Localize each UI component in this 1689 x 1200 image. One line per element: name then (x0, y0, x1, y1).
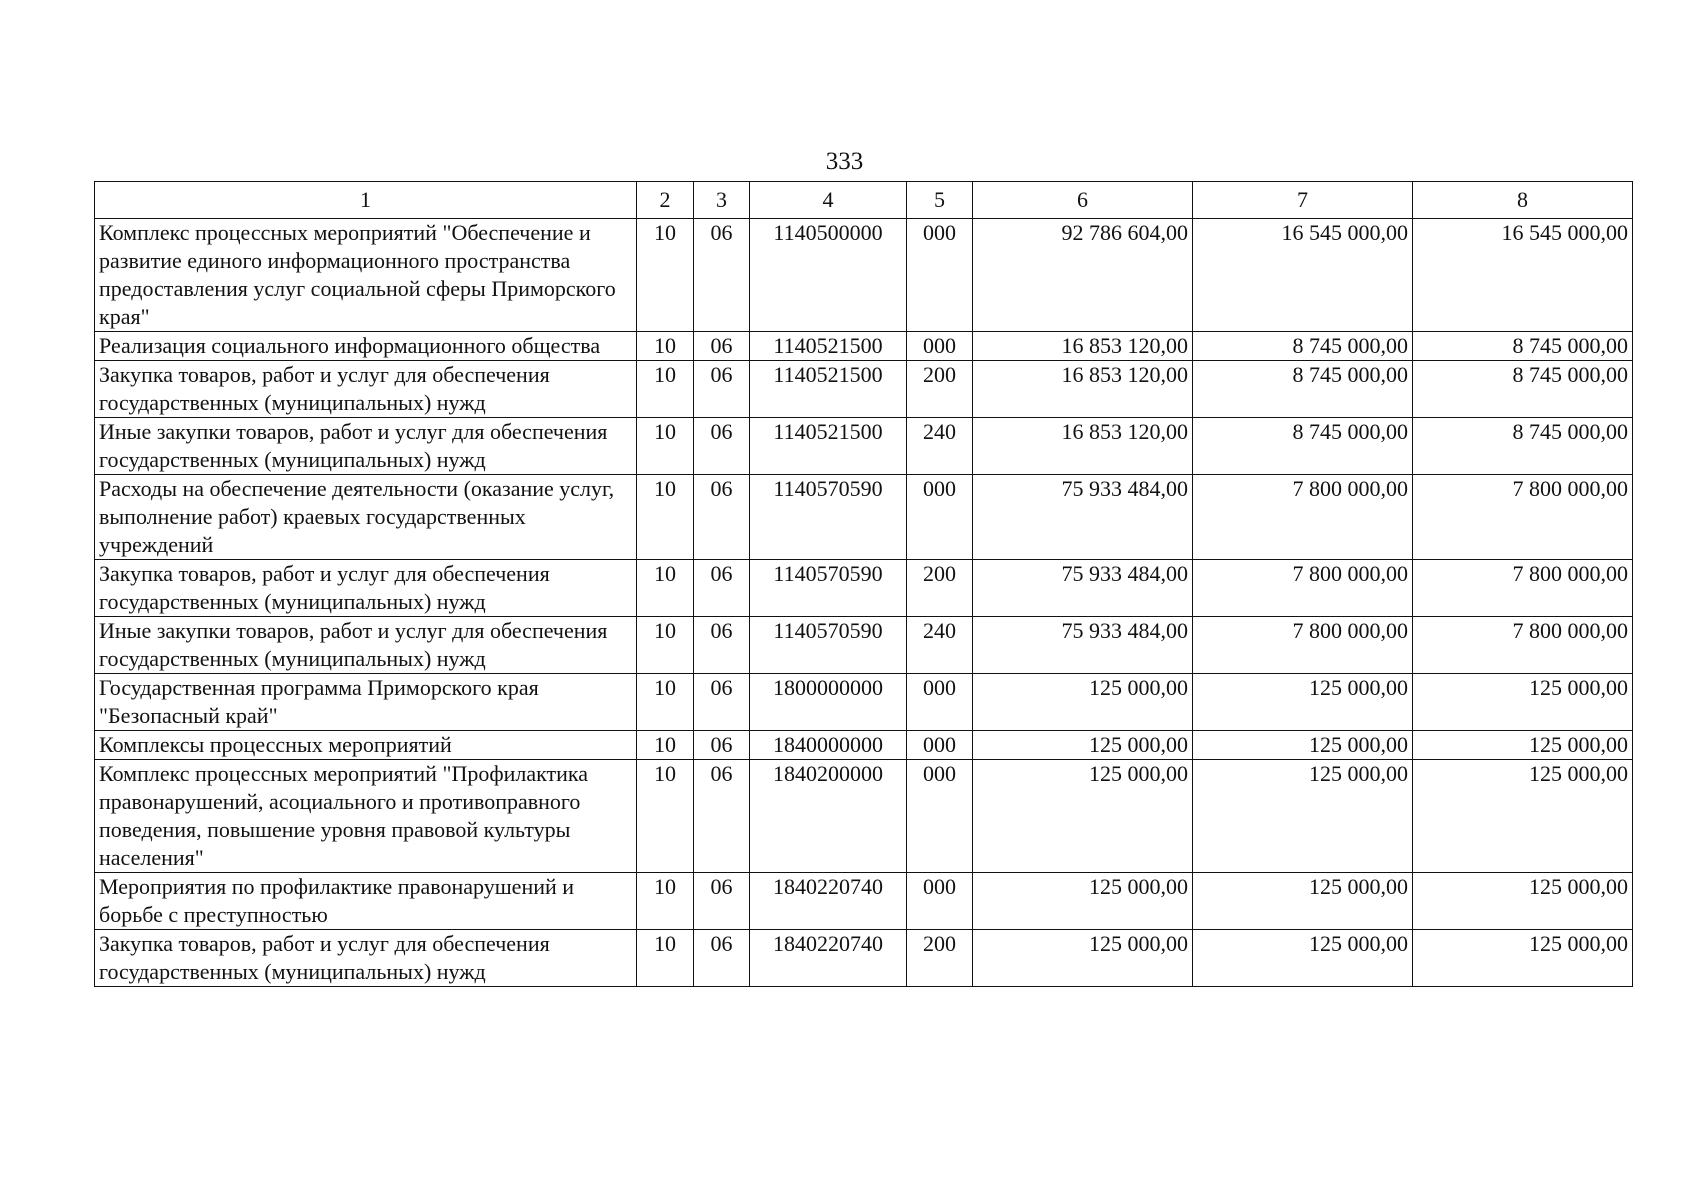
target-article-cell: 1840000000 (750, 731, 907, 760)
page-number: 333 (825, 148, 864, 175)
column-header: 3 (694, 182, 750, 219)
amount-col8-cell: 7 800 000,00 (1413, 617, 1633, 674)
expense-type-cell: 000 (907, 760, 973, 873)
column-header: 4 (750, 182, 907, 219)
section-code-cell: 10 (637, 731, 694, 760)
amount-col7-cell: 125 000,00 (1193, 674, 1413, 731)
column-header: 6 (973, 182, 1193, 219)
column-header: 8 (1413, 182, 1633, 219)
amount-col6-cell: 125 000,00 (973, 930, 1193, 987)
target-article-cell: 1140521500 (750, 418, 907, 475)
row-name-cell: Комплекс процессных мероприятий "Обеспечение и развитие единого информационного пространства предоставления услуг социальной сферы Приморского края" (95, 219, 637, 332)
column-header: 5 (907, 182, 973, 219)
table-row (95, 674, 1633, 731)
section-code-cell: 10 (637, 418, 694, 475)
row-name-cell: Закупка товаров, работ и услуг для обеспечения государственных (муниципальных) нужд (95, 361, 637, 418)
table-row (95, 332, 1633, 361)
section-code-cell: 10 (637, 674, 694, 731)
table-row (95, 930, 1633, 987)
row-name-cell: Комплекс процессных мероприятий "Профилактика правонарушений, асоциального и противоправного поведения, повышение уровня правовой культуры населения" (95, 760, 637, 873)
subsection-code-cell: 06 (694, 361, 750, 418)
amount-col7-cell: 125 000,00 (1193, 873, 1413, 930)
expense-type-cell: 240 (907, 418, 973, 475)
section-code-cell: 10 (637, 332, 694, 361)
amount-col8-cell: 8 745 000,00 (1413, 361, 1633, 418)
expense-type-cell: 200 (907, 560, 973, 617)
target-article-cell: 1840220740 (750, 930, 907, 987)
column-header: 7 (1193, 182, 1413, 219)
amount-col8-cell: 7 800 000,00 (1413, 560, 1633, 617)
expense-type-cell: 000 (907, 674, 973, 731)
amount-col6-cell: 16 853 120,00 (973, 361, 1193, 418)
section-code-cell: 10 (637, 475, 694, 560)
row-name-cell: Иные закупки товаров, работ и услуг для обеспечения государственных (муниципальных) нужд (95, 617, 637, 674)
amount-col7-cell: 16 545 000,00 (1193, 219, 1413, 332)
section-code-cell: 10 (637, 219, 694, 332)
subsection-code-cell: 06 (694, 930, 750, 987)
amount-col8-cell: 125 000,00 (1413, 873, 1633, 930)
expense-type-cell: 240 (907, 617, 973, 674)
section-code-cell: 10 (637, 617, 694, 674)
amount-col7-cell: 7 800 000,00 (1193, 475, 1413, 560)
subsection-code-cell: 06 (694, 332, 750, 361)
target-article-cell: 1840220740 (750, 873, 907, 930)
section-code-cell: 10 (637, 361, 694, 418)
amount-col6-cell: 75 933 484,00 (973, 617, 1193, 674)
header-row (95, 182, 1633, 219)
table-row (95, 760, 1633, 873)
target-article-cell: 1140521500 (750, 361, 907, 418)
subsection-code-cell: 06 (694, 873, 750, 930)
subsection-code-cell: 06 (694, 731, 750, 760)
row-name-cell: Мероприятия по профилактике правонарушений и борьбе с преступностью (95, 873, 637, 930)
row-name-cell: Комплексы процессных мероприятий (95, 731, 637, 760)
amount-col6-cell: 92 786 604,00 (973, 219, 1193, 332)
expense-type-cell: 000 (907, 332, 973, 361)
section-code-cell: 10 (637, 873, 694, 930)
amount-col7-cell: 7 800 000,00 (1193, 617, 1413, 674)
amount-col7-cell: 8 745 000,00 (1193, 361, 1413, 418)
amount-col8-cell: 8 745 000,00 (1413, 418, 1633, 475)
table-body (95, 219, 1633, 987)
amount-col6-cell: 75 933 484,00 (973, 475, 1193, 560)
table-row (95, 873, 1633, 930)
column-header: 1 (95, 182, 637, 219)
expense-type-cell: 200 (907, 361, 973, 418)
target-article-cell: 1840200000 (750, 760, 907, 873)
table-row (95, 418, 1633, 475)
table-row (95, 731, 1633, 760)
subsection-code-cell: 06 (694, 475, 750, 560)
amount-col6-cell: 16 853 120,00 (973, 418, 1193, 475)
target-article-cell: 1140500000 (750, 219, 907, 332)
table-row (95, 361, 1633, 418)
amount-col7-cell: 125 000,00 (1193, 731, 1413, 760)
expense-type-cell: 000 (907, 475, 973, 560)
row-name-cell: Закупка товаров, работ и услуг для обеспечения государственных (муниципальных) нужд (95, 560, 637, 617)
target-article-cell: 1140570590 (750, 475, 907, 560)
amount-col7-cell: 7 800 000,00 (1193, 560, 1413, 617)
expense-type-cell: 200 (907, 930, 973, 987)
subsection-code-cell: 06 (694, 617, 750, 674)
row-name-cell: Государственная программа Приморского края "Безопасный край" (95, 674, 637, 731)
budget-table (94, 181, 1633, 987)
amount-col6-cell: 125 000,00 (973, 674, 1193, 731)
row-name-cell: Расходы на обеспечение деятельности (оказание услуг, выполнение работ) краевых государственных учреждений (95, 475, 637, 560)
section-code-cell: 10 (637, 930, 694, 987)
row-name-cell: Закупка товаров, работ и услуг для обеспечения государственных (муниципальных) нужд (95, 930, 637, 987)
table-row (95, 560, 1633, 617)
amount-col8-cell: 125 000,00 (1413, 674, 1633, 731)
amount-col8-cell: 125 000,00 (1413, 760, 1633, 873)
target-article-cell: 1140570590 (750, 617, 907, 674)
row-name-cell: Иные закупки товаров, работ и услуг для обеспечения государственных (муниципальных) нужд (95, 418, 637, 475)
section-code-cell: 10 (637, 560, 694, 617)
row-name-cell: Реализация социального информационного общества (95, 332, 637, 361)
subsection-code-cell: 06 (694, 760, 750, 873)
amount-col8-cell: 125 000,00 (1413, 930, 1633, 987)
table-row (95, 475, 1633, 560)
amount-col6-cell: 75 933 484,00 (973, 560, 1193, 617)
column-header: 2 (637, 182, 694, 219)
target-article-cell: 1140521500 (750, 332, 907, 361)
section-code-cell: 10 (637, 760, 694, 873)
amount-col6-cell: 125 000,00 (973, 873, 1193, 930)
subsection-code-cell: 06 (694, 418, 750, 475)
subsection-code-cell: 06 (694, 560, 750, 617)
expense-type-cell: 000 (907, 219, 973, 332)
target-article-cell: 1140570590 (750, 560, 907, 617)
amount-col6-cell: 125 000,00 (973, 731, 1193, 760)
subsection-code-cell: 06 (694, 219, 750, 332)
amount-col8-cell: 16 545 000,00 (1413, 219, 1633, 332)
expense-type-cell: 000 (907, 731, 973, 760)
amount-col8-cell: 7 800 000,00 (1413, 475, 1633, 560)
amount-col8-cell: 125 000,00 (1413, 731, 1633, 760)
table-row (95, 617, 1633, 674)
amount-col7-cell: 8 745 000,00 (1193, 332, 1413, 361)
amount-col7-cell: 125 000,00 (1193, 760, 1413, 873)
subsection-code-cell: 06 (694, 674, 750, 731)
table-row (95, 219, 1633, 332)
target-article-cell: 1800000000 (750, 674, 907, 731)
amount-col7-cell: 8 745 000,00 (1193, 418, 1413, 475)
amount-col8-cell: 8 745 000,00 (1413, 332, 1633, 361)
amount-col7-cell: 125 000,00 (1193, 930, 1413, 987)
expense-type-cell: 000 (907, 873, 973, 930)
amount-col6-cell: 125 000,00 (973, 760, 1193, 873)
amount-col6-cell: 16 853 120,00 (973, 332, 1193, 361)
